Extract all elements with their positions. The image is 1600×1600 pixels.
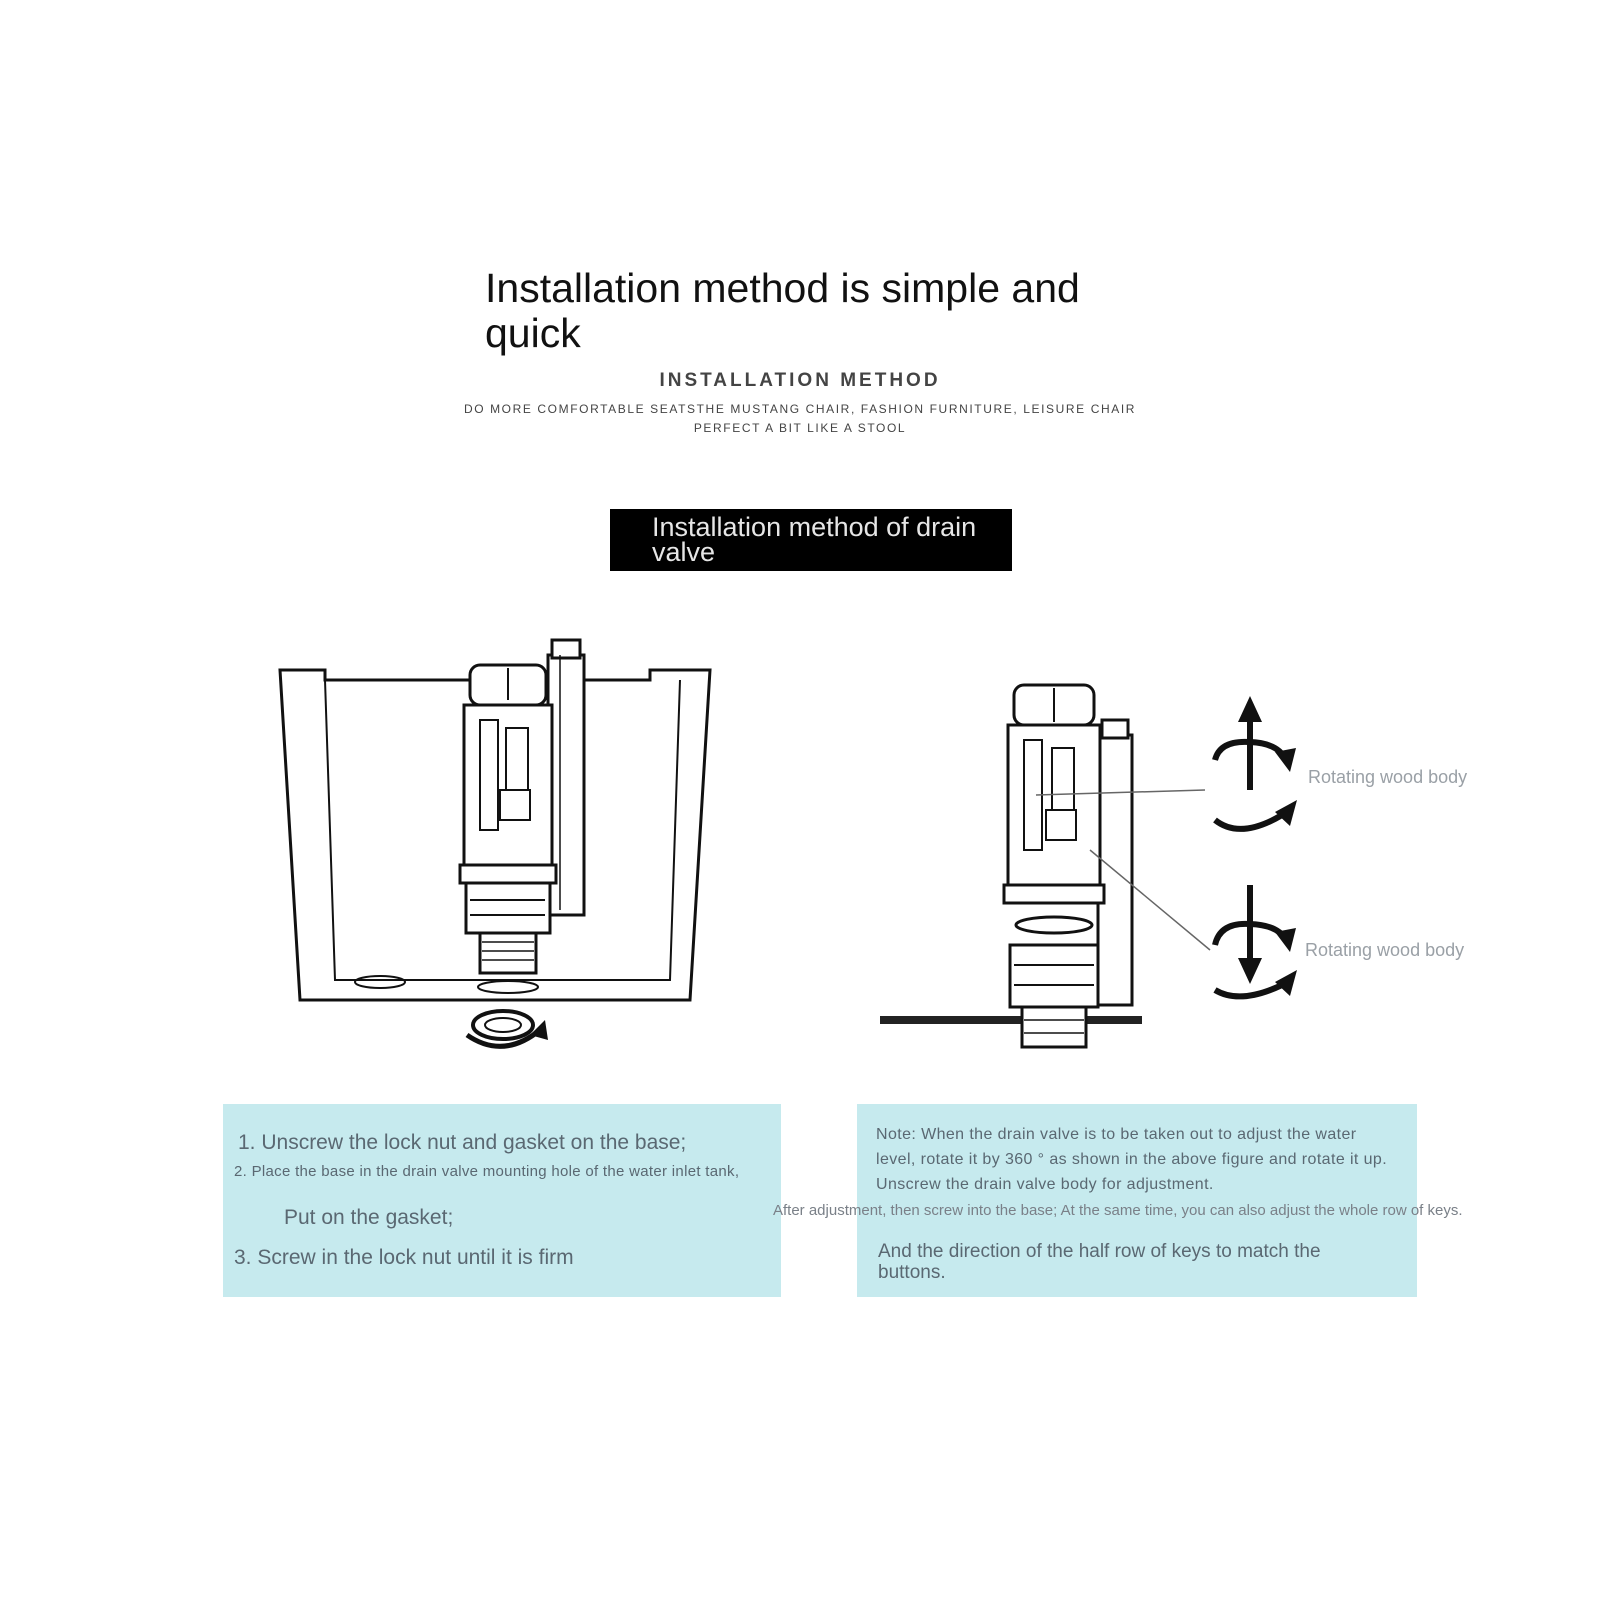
tagline-line2: PERFECT A BIT LIKE A STOOL <box>693 421 907 435</box>
callout-rotating-body-top: Rotating wood body <box>1308 767 1468 787</box>
callout-rotating-body-bottom: Rotating wood body <box>1305 940 1465 960</box>
valve-base-right <box>1010 945 1098 1007</box>
step-3-text: 3. Screw in the lock nut until it is firm <box>234 1246 574 1269</box>
step-1-text: 1. Unscrew the lock nut and gasket on the base; <box>238 1131 687 1154</box>
down-arrow-rotate-icon <box>1215 885 1297 996</box>
note-adjustment-text: After adjustment, then screw into the base; At the same time, you can also adjust the whole row of keys. <box>773 1202 1463 1219</box>
headline: Installation method is simple and quick <box>485 265 1080 356</box>
valve-collar <box>460 865 556 883</box>
step-2-text: 2. Place the base in the drain valve mounting hole of the water inlet tank, <box>234 1163 740 1180</box>
tagline-line1: DO MORE COMFORTABLE SEATSTHE MUSTANG CHAIR, FASHION FURNITURE, LEISURE CHAIR <box>463 402 1137 416</box>
section-heading: INSTALLATION METHOD <box>659 370 941 391</box>
note-text: Note: When the drain valve is to be taken out to adjust the water level, rotate it by 360 ° as shown in the above figure and rotate it up. Unscrew the drain valve body for adjustment. <box>876 1126 1388 1193</box>
shelf-plate <box>880 1016 1142 1024</box>
gasket-right <box>1016 917 1092 933</box>
up-arrow-rotate-icon <box>1215 696 1297 829</box>
banner-label: Installation method of drain valve <box>652 512 977 567</box>
valve-adjustment-diagram <box>880 685 1210 1047</box>
lock-nut <box>473 1011 533 1039</box>
note-keys-text: And the direction of the half row of keys to match the buttons. <box>878 1241 1321 1283</box>
tank-diagram <box>280 640 710 1046</box>
valve-base <box>466 883 550 933</box>
step-2b-text: Put on the gasket; <box>284 1206 454 1229</box>
valve-thread <box>480 933 536 973</box>
